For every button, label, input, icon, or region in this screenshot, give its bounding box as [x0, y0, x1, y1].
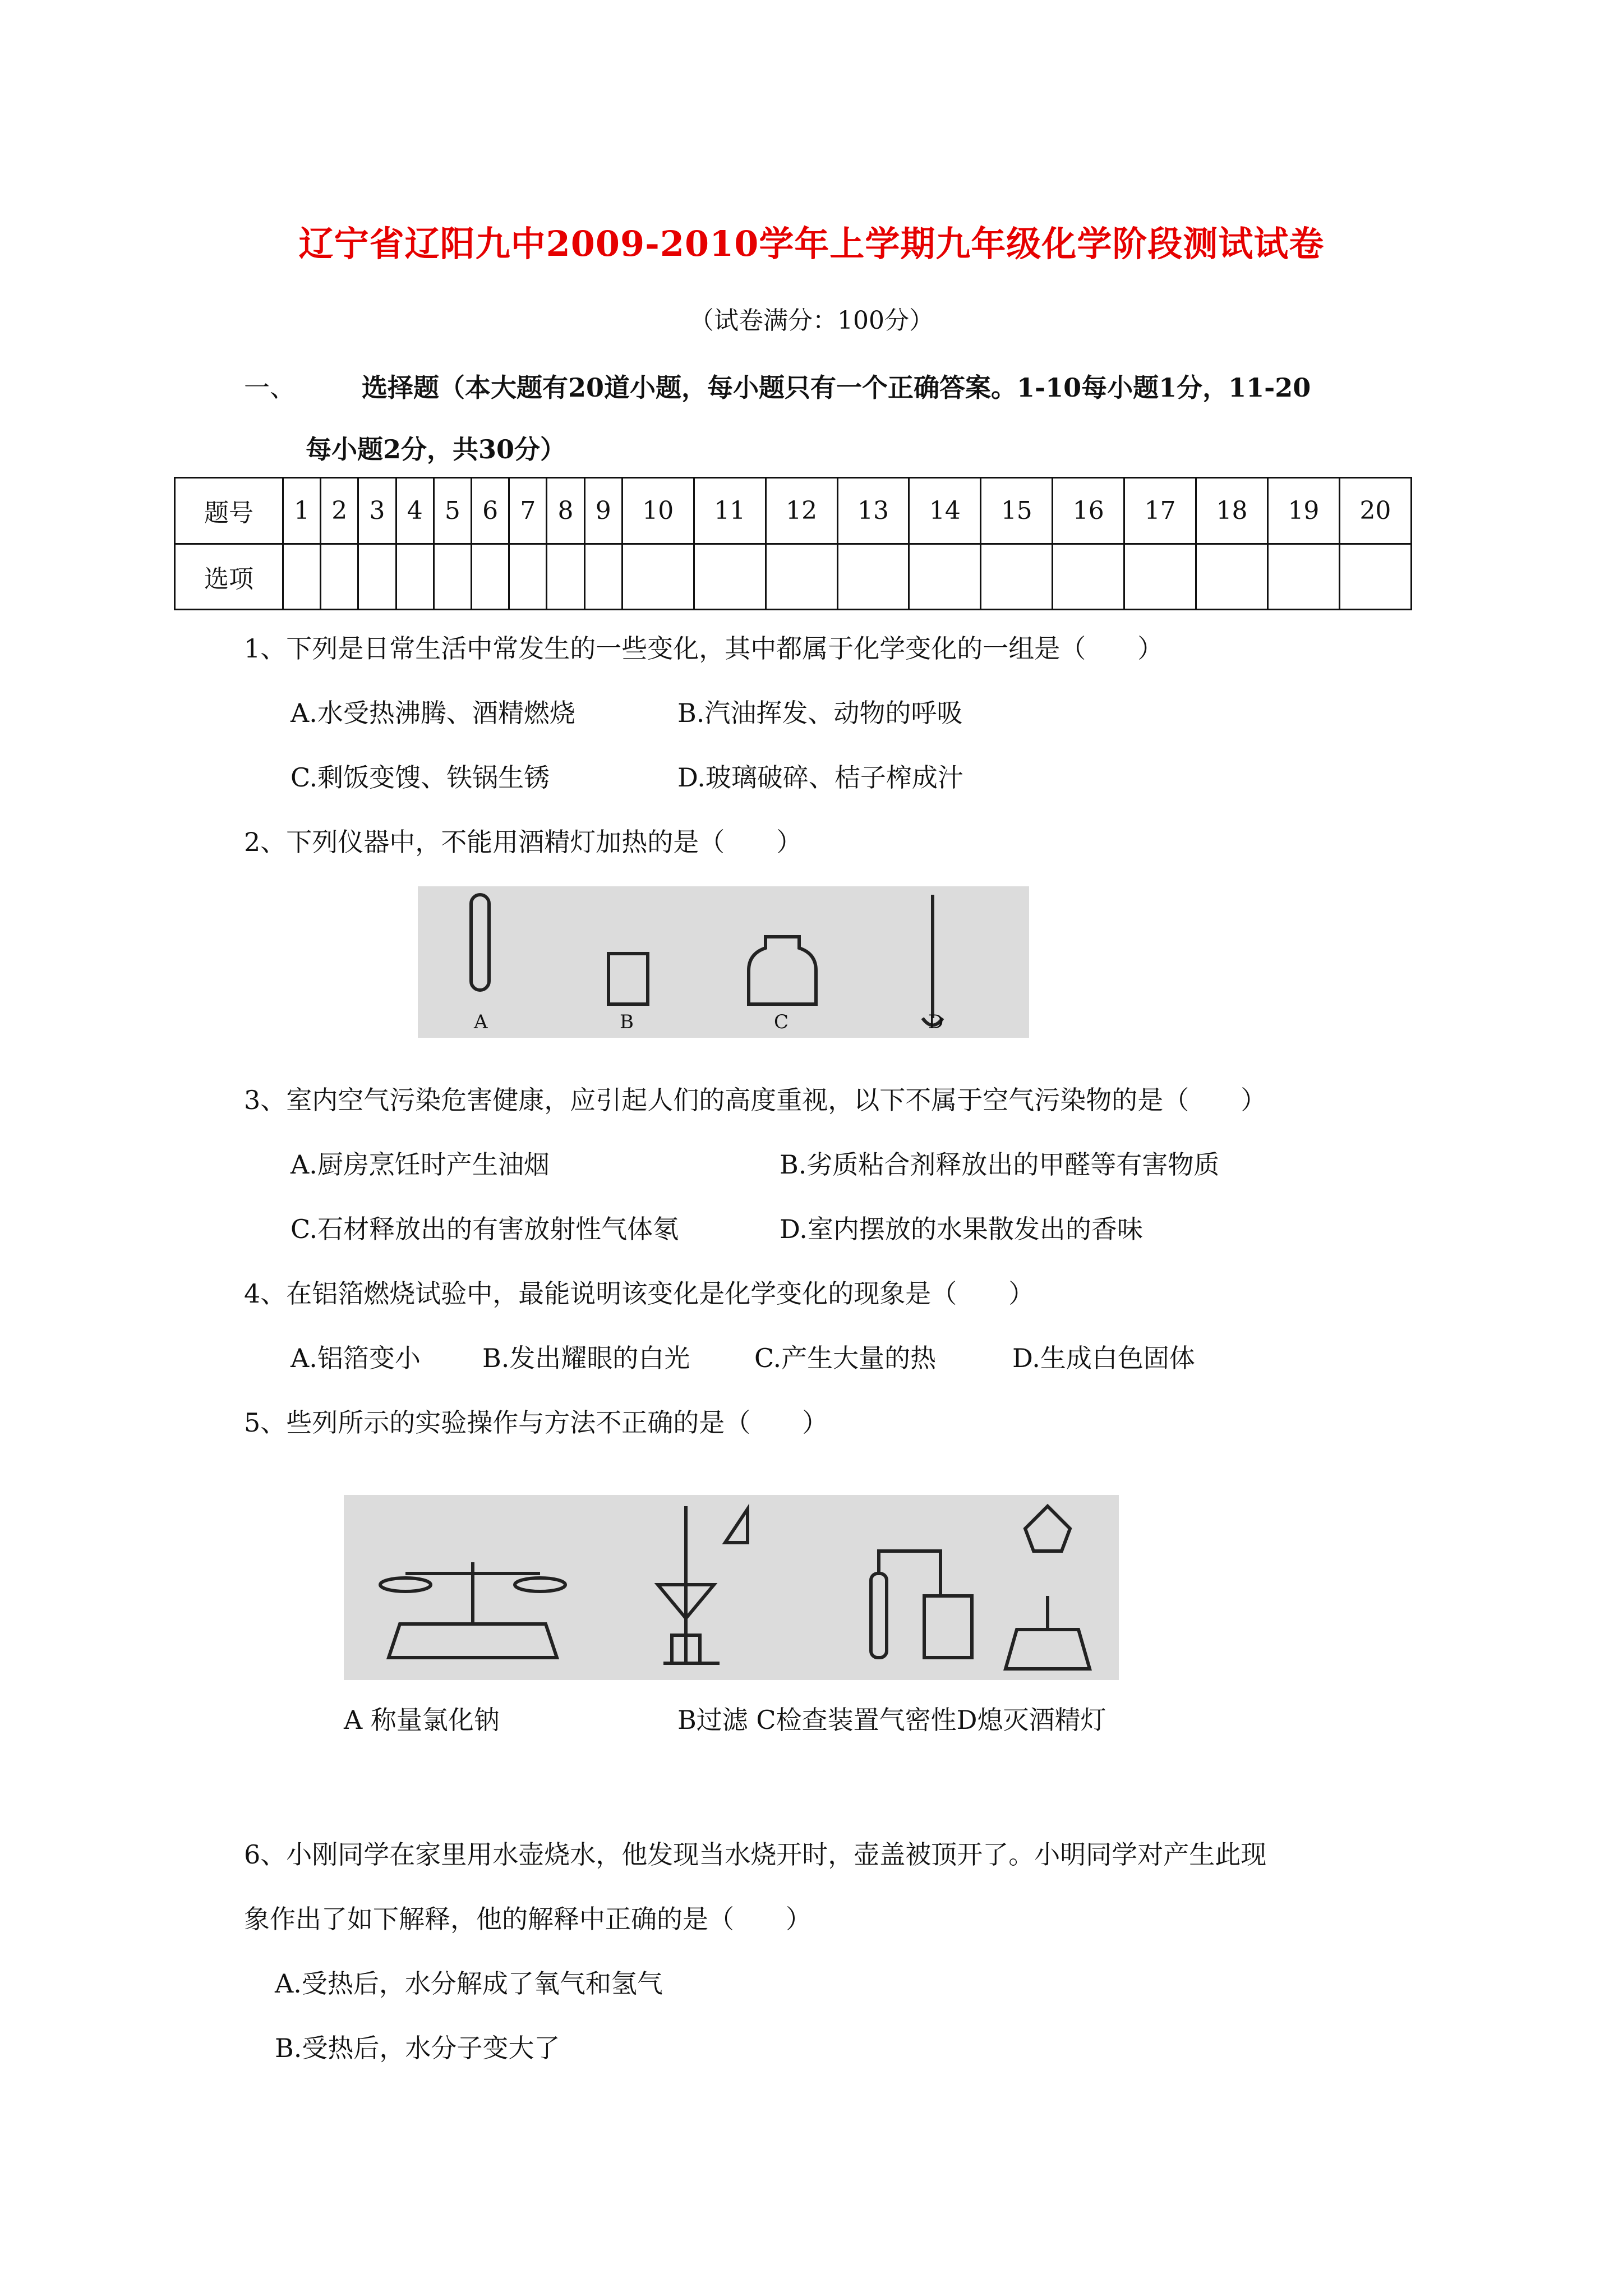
question-2-figure	[418, 886, 1029, 1038]
question-3-option-d: D.室内摆放的水果散发出的香味	[780, 1214, 1143, 1244]
question-3-stem: 3、室内空气污染危害健康，应引起人们的高度重视，以下不属于空气污染物的是（ ）	[244, 1085, 1267, 1115]
question-4-option-b: B.发出耀眼的白光	[482, 1343, 690, 1373]
gas-jar-icon	[749, 937, 816, 1004]
answer-input-cell[interactable]	[547, 544, 584, 610]
question-1-option-b: B.汽油挥发、动物的呼吸	[677, 698, 963, 728]
answer-input-cell[interactable]	[1053, 544, 1124, 610]
answer-table-choice-row	[175, 544, 1412, 610]
question-1-option-d: D.玻璃破碎、桔子榨成汁	[677, 762, 963, 793]
question-3-option-b: B.劣质粘合剂释放出的甲醛等有害物质	[780, 1149, 1220, 1180]
answer-number-cell: 11	[694, 478, 766, 544]
answer-input-cell[interactable]	[1196, 544, 1268, 610]
answer-input-cell[interactable]	[981, 544, 1053, 610]
answer-number-cell: 1	[283, 478, 321, 544]
question-6-stem-line2: 象作出了如下解释，他的解释中正确的是（ ）	[244, 1904, 811, 1934]
figure-label-b: B	[620, 1011, 634, 1033]
filtration-icon	[658, 1506, 748, 1663]
answer-input-cell[interactable]	[358, 544, 396, 610]
answer-number-cell: 8	[547, 478, 584, 544]
question-6-stem-line1: 6、小刚同学在家里用水壶烧水，他发现当水烧开时，壶盖被顶开了。小明同学对产生此现	[244, 1839, 1267, 1870]
page-subtitle: （试卷满分：100分）	[689, 306, 934, 335]
answer-input-cell[interactable]	[396, 544, 434, 610]
answer-number-cell: 16	[1053, 478, 1124, 544]
answer-input-cell[interactable]	[837, 544, 909, 610]
question-1-stem: 1、下列是日常生活中常发生的一些变化，其中都属于化学变化的一组是（ ）	[244, 633, 1164, 664]
question-5-labels-bcd: B过滤 C检查装置气密性D熄灭酒精灯	[677, 1705, 1106, 1735]
answer-number-cell: 17	[1124, 478, 1196, 544]
question-3-option-c: C.石材释放出的有害放射性气体氡	[291, 1214, 679, 1244]
answer-number-cell: 6	[472, 478, 509, 544]
section-heading-line2: 每小题2分，共30分）	[306, 434, 566, 464]
answer-number-cell: 10	[622, 478, 694, 544]
question-2-stem: 2、下列仪器中，不能用酒精灯加热的是（ ）	[244, 827, 803, 857]
answer-number-cell: 18	[1196, 478, 1268, 544]
answer-number-cell: 12	[766, 478, 837, 544]
section-number: 一、	[244, 372, 296, 403]
question-6-option-a: A.受热后，水分解成了氧气和氢气	[275, 1968, 663, 1999]
answer-table	[174, 477, 1412, 610]
answer-input-cell[interactable]	[509, 544, 547, 610]
question-1-option-c: C.剩饭变馊、铁锅生锈	[291, 762, 550, 793]
test-tube-icon	[471, 895, 489, 990]
answer-number-cell: 9	[584, 478, 622, 544]
question-5-label-a: A 称量氯化钠	[344, 1705, 500, 1735]
answer-number-cell: 14	[909, 478, 981, 544]
answer-number-cell: 3	[358, 478, 396, 544]
question-3-option-a: A.厨房烹饪时产生油烟	[291, 1149, 550, 1180]
answer-input-cell[interactable]	[694, 544, 766, 610]
answer-input-cell[interactable]	[622, 544, 694, 610]
answer-input-cell[interactable]	[909, 544, 981, 610]
answer-input-cell[interactable]	[283, 544, 321, 610]
answer-table-number-row	[175, 478, 1412, 544]
balance-icon	[380, 1562, 565, 1658]
question-5-stem: 5、些列所示的实验操作与方法不正确的是（ ）	[244, 1407, 828, 1438]
airtightness-check-icon	[871, 1551, 972, 1658]
answer-input-cell[interactable]	[1339, 544, 1411, 610]
answer-input-cell[interactable]	[1267, 544, 1339, 610]
figure-label-c: C	[774, 1011, 789, 1033]
answer-number-cell: 13	[837, 478, 909, 544]
question-4-option-d: D.生成白色固体	[1012, 1343, 1195, 1373]
answer-input-cell[interactable]	[472, 544, 509, 610]
answer-table-header-choice: 选项	[175, 544, 283, 610]
page-title: 辽宁省辽阳九中2009-2010学年上学期九年级化学阶段测试试卷	[298, 223, 1325, 264]
answer-input-cell[interactable]	[766, 544, 837, 610]
answer-number-cell: 2	[321, 478, 358, 544]
question-6-option-b: B.受热后，水分子变大了	[275, 2033, 560, 2063]
answer-input-cell[interactable]	[584, 544, 622, 610]
question-4-stem: 4、在铝箔燃烧试验中，最能说明该变化是化学变化的现象是（ ）	[244, 1278, 1035, 1309]
question-1-option-a: A.水受热沸腾、酒精燃烧	[291, 698, 575, 728]
answer-input-cell[interactable]	[321, 544, 358, 610]
answer-number-cell: 19	[1267, 478, 1339, 544]
answer-number-cell: 4	[396, 478, 434, 544]
figure-label-a: A	[474, 1011, 488, 1033]
answer-input-cell[interactable]	[1124, 544, 1196, 610]
question-5-figure	[344, 1495, 1119, 1680]
question-4-option-a: A.铝箔变小	[291, 1343, 421, 1373]
beaker-icon	[608, 954, 648, 1004]
answer-table-header-number: 题号	[175, 478, 283, 544]
section-heading-line1: 选择题（本大题有20道小题，每小题只有一个正确答案。1-10每小题1分，11-20	[362, 372, 1311, 403]
combustion-spoon-icon	[923, 895, 943, 1025]
alcohol-lamp-icon	[1006, 1506, 1090, 1669]
answer-number-cell: 7	[509, 478, 547, 544]
answer-number-cell: 20	[1339, 478, 1411, 544]
answer-number-cell: 5	[434, 478, 471, 544]
question-4-option-c: C.产生大量的热	[754, 1343, 937, 1373]
figure-label-d: D	[928, 1011, 944, 1033]
answer-input-cell[interactable]	[434, 544, 471, 610]
answer-number-cell: 15	[981, 478, 1053, 544]
